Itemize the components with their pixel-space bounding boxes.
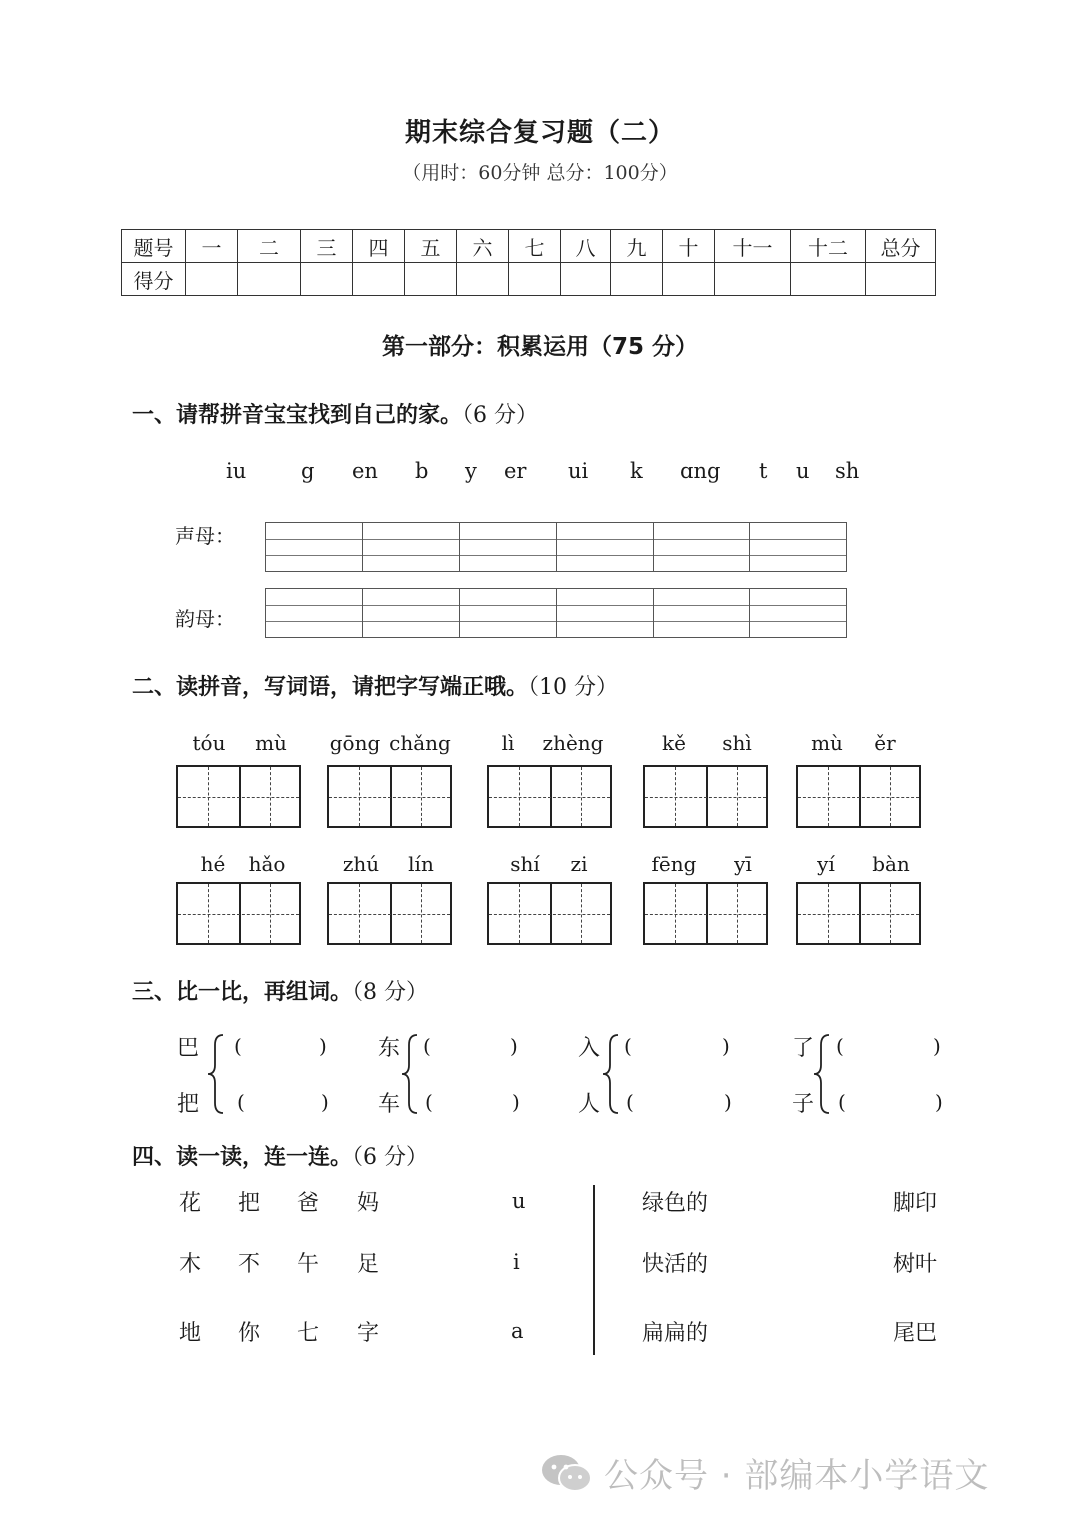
pinyin-syllable: yī	[734, 852, 752, 876]
score-cell: 二	[238, 230, 301, 263]
paren-open: (	[626, 1090, 634, 1114]
compare-char: 把	[177, 1092, 200, 1117]
compare-char: 了	[792, 1036, 815, 1061]
paren-close: )	[722, 1034, 730, 1058]
score-input-cell[interactable]	[509, 263, 561, 296]
question-3-heading	[132, 975, 428, 1006]
score-input-cell[interactable]	[405, 263, 457, 296]
score-input-cell[interactable]	[561, 263, 611, 296]
match-noun[interactable]: 树叶	[893, 1252, 938, 1277]
score-table	[121, 229, 936, 296]
question-2-heading	[132, 670, 618, 701]
section-divider	[593, 1185, 595, 1355]
score-cell: 十	[663, 230, 715, 263]
paren-open: (	[836, 1034, 844, 1058]
pinyin-item: en	[352, 459, 378, 483]
match-adjective[interactable]: 快活的	[642, 1252, 709, 1277]
paren-open: (	[237, 1090, 245, 1114]
part-heading: 第一部分：积累运用（75 分）	[381, 334, 698, 360]
match-char[interactable]: 把	[238, 1191, 261, 1216]
watermark	[540, 1448, 989, 1497]
pinyin-syllable: tóu	[192, 731, 226, 755]
match-adjective[interactable]: 绿色的	[642, 1191, 709, 1216]
pinyin-syllable: shí	[510, 852, 540, 876]
score-cell: 四	[353, 230, 405, 263]
pinyin-item: k	[630, 459, 643, 483]
paren-close: )	[935, 1090, 943, 1114]
match-char[interactable]: 七	[297, 1321, 320, 1346]
score-input-cell[interactable]	[611, 263, 663, 296]
pinyin-item: t	[759, 459, 768, 483]
pinyin-syllable: lì	[501, 731, 515, 755]
pinyin-syllable: lín	[408, 852, 434, 876]
match-char[interactable]: 字	[357, 1321, 380, 1346]
pinyin-item: y	[465, 459, 477, 483]
tianzige-box[interactable]	[643, 765, 768, 828]
pinyin-item: sh	[835, 459, 860, 483]
wechat-icon	[540, 1453, 594, 1493]
brace-icon	[601, 1033, 621, 1115]
match-vowel[interactable]: u	[512, 1189, 526, 1213]
pinyin-syllable: zi	[570, 852, 588, 876]
watermark-text: 公众号 · 部编本小学语文	[604, 1456, 990, 1496]
pinyin-item: iu	[226, 459, 247, 483]
match-adjective[interactable]: 扁扁的	[642, 1321, 709, 1346]
pinyin-syllable: gōng	[329, 731, 381, 755]
page-title: 期末综合复习题（二）	[404, 118, 675, 148]
compare-char: 人	[578, 1092, 601, 1117]
paren-open: (	[425, 1090, 433, 1114]
tianzige-box[interactable]	[643, 882, 768, 945]
compare-char: 巴	[177, 1036, 200, 1061]
paren-close: )	[510, 1034, 518, 1058]
question-points: （6 分）	[352, 1145, 429, 1170]
match-char[interactable]: 地	[179, 1321, 202, 1346]
shengmu-writing-grid[interactable]	[265, 522, 847, 572]
yunmu-writing-grid[interactable]	[265, 588, 847, 638]
brace-icon	[400, 1033, 420, 1115]
pinyin-item: u	[796, 459, 810, 483]
match-char[interactable]: 你	[238, 1321, 261, 1346]
compare-char: 东	[378, 1036, 401, 1061]
score-cell: 八	[561, 230, 611, 263]
score-input-cell[interactable]	[663, 263, 715, 296]
question-points: （8 分）	[352, 980, 429, 1005]
score-cell: 七	[509, 230, 561, 263]
match-char[interactable]: 爸	[297, 1191, 320, 1216]
tianzige-box[interactable]	[796, 765, 921, 828]
match-char[interactable]: 木	[179, 1252, 202, 1277]
question-points: （6 分）	[462, 403, 539, 428]
brace-icon	[812, 1033, 832, 1115]
compare-char: 子	[792, 1092, 815, 1117]
score-input-cell[interactable]	[238, 263, 301, 296]
tianzige-box[interactable]	[487, 882, 612, 945]
pinyin-syllable: ěr	[874, 731, 896, 755]
question-1-heading	[132, 398, 538, 429]
pinyin-item: b	[415, 459, 429, 483]
tianzige-box[interactable]	[176, 882, 301, 945]
match-char[interactable]: 花	[179, 1191, 202, 1216]
pinyin-syllable: kě	[662, 731, 686, 755]
paren-close: )	[321, 1090, 329, 1114]
paren-open: (	[624, 1034, 632, 1058]
pinyin-syllable: bàn	[872, 852, 910, 876]
score-input-cell[interactable]	[715, 263, 791, 296]
pinyin-syllable: yí	[817, 852, 835, 876]
page-subtitle: （用时：60分钟 总分：100分）	[402, 162, 678, 184]
paren-close: )	[319, 1034, 327, 1058]
pinyin-syllable: fēng	[651, 852, 697, 876]
match-char[interactable]: 足	[357, 1252, 380, 1277]
tianzige-box[interactable]	[487, 765, 612, 828]
score-input-cell[interactable]	[791, 263, 866, 296]
pinyin-syllable: hǎo	[248, 852, 286, 876]
paren-close: )	[933, 1034, 941, 1058]
tianzige-box[interactable]	[796, 882, 921, 945]
question-title: 二、读拼音，写词语，请把字写端正哦。	[132, 675, 529, 700]
tianzige-box[interactable]	[327, 765, 452, 828]
question-title: 四、读一读，连一连。	[132, 1145, 353, 1170]
compare-char: 车	[378, 1092, 401, 1117]
pinyin-syllable: hé	[200, 852, 226, 876]
pinyin-item: er	[504, 459, 527, 483]
compare-char: 入	[578, 1036, 601, 1061]
score-input-cell[interactable]	[866, 263, 936, 296]
match-noun[interactable]: 尾巴	[893, 1321, 938, 1346]
pinyin-item: g	[301, 459, 315, 483]
question-4-heading	[132, 1140, 428, 1171]
tianzige-box[interactable]	[176, 765, 301, 828]
score-row-label: 得分	[122, 263, 186, 296]
score-cell: 十二	[791, 230, 866, 263]
paren-close: )	[724, 1090, 732, 1114]
score-cell: 九	[611, 230, 663, 263]
score-table-header-row	[122, 230, 936, 263]
match-vowel[interactable]: i	[513, 1250, 520, 1274]
question-title: 三、比一比，再组词。	[132, 980, 353, 1005]
score-cell: 题号	[122, 230, 186, 263]
match-char[interactable]: 妈	[357, 1191, 380, 1216]
score-input-cell[interactable]	[353, 263, 405, 296]
yunmu-label: 韵母：	[175, 607, 235, 631]
paren-open: (	[423, 1034, 431, 1058]
score-cell: 三	[301, 230, 353, 263]
score-cell: 一	[186, 230, 238, 263]
score-input-cell[interactable]	[457, 263, 509, 296]
pinyin-syllable: mù	[255, 731, 287, 755]
tianzige-box[interactable]	[327, 882, 452, 945]
brace-icon	[206, 1033, 226, 1115]
match-noun[interactable]: 脚印	[893, 1191, 938, 1216]
pinyin-syllable: mù	[811, 731, 843, 755]
score-cell: 六	[457, 230, 509, 263]
match-vowel[interactable]: a	[511, 1319, 524, 1343]
pinyin-syllable: chǎng	[389, 731, 451, 755]
score-table-score-row	[122, 263, 936, 296]
pinyin-item: ɑng	[680, 459, 721, 483]
paren-open: (	[234, 1034, 242, 1058]
paren-open: (	[838, 1090, 846, 1114]
score-cell: 五	[405, 230, 457, 263]
pinyin-item: ui	[568, 459, 589, 483]
score-input-cell[interactable]	[301, 263, 353, 296]
pinyin-syllable: zhú	[342, 852, 380, 876]
question-title: 一、请帮拼音宝宝找到自己的家。	[132, 403, 463, 428]
pinyin-syllable: zhèng	[542, 731, 604, 755]
question-points: （10 分）	[528, 675, 619, 700]
match-char[interactable]: 不	[238, 1252, 261, 1277]
pinyin-syllable: shì	[722, 731, 752, 755]
score-cell: 十一	[715, 230, 791, 263]
paren-close: )	[512, 1090, 520, 1114]
shengmu-label: 声母：	[175, 524, 235, 548]
match-char[interactable]: 午	[297, 1252, 320, 1277]
score-cell: 总分	[866, 230, 936, 263]
score-input-cell[interactable]	[186, 263, 238, 296]
